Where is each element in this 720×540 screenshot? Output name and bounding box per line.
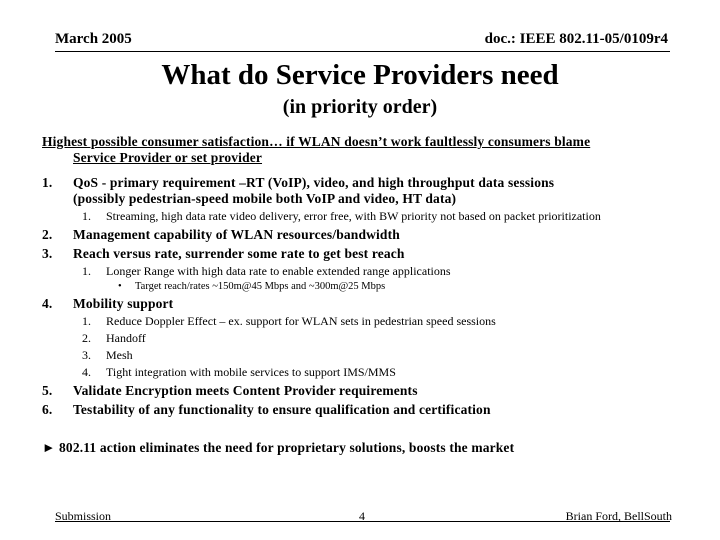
page-number: 4 — [359, 509, 365, 523]
sublist-item-handoff: Handoff — [106, 331, 146, 345]
header-doc-id: doc.: IEEE 802.11-05/0109r4 — [484, 31, 668, 47]
list-item-reach: Reach versus rate, surrender some rate to get best reach — [73, 246, 405, 261]
sublist-number: 4. — [82, 365, 91, 379]
list-number: 1. — [42, 175, 53, 190]
list-number: 3. — [42, 246, 53, 261]
intro-line-1: Highest possible consumer satisfaction… if WLAN doesn’t work faultlessly consumers blame — [42, 134, 591, 149]
conclusion-text: ► 802.11 action eliminates the need for proprietary solutions, boosts the market — [42, 440, 515, 455]
list-item-qos: QoS - primary requirement –RT (VoIP), video, and high throughput data sessions — [73, 175, 555, 190]
intro-line-2: Service Provider or set provider — [73, 150, 263, 165]
sublist-number: 1. — [82, 264, 91, 278]
list-number: 6. — [42, 402, 53, 417]
sub-sub-item-target: Target reach/rates ~150m@45 Mbps and ~300m@25 Mbps — [135, 281, 386, 292]
sublist-number: 2. — [82, 331, 91, 345]
sublist-number: 3. — [82, 348, 91, 362]
list-item-testability: Testability of any functionality to ensure qualification and certification — [73, 402, 491, 417]
list-item-encryption: Validate Encryption meets Content Provider requirements — [73, 383, 418, 398]
bullet-icon: • — [118, 281, 122, 292]
slide-title: What do Service Providers need — [161, 59, 559, 91]
sublist-item-range: Longer Range with high data rate to enable extended range applications — [106, 264, 451, 278]
list-item-mobility: Mobility support — [73, 296, 174, 311]
list-number: 5. — [42, 383, 53, 398]
sublist-number: 1. — [82, 314, 91, 328]
sublist-item-integration: Tight integration with mobile services to support IMS/MMS — [106, 365, 396, 379]
footer-author: Brian Ford, BellSouth — [565, 509, 672, 523]
footer-submission: Submission — [55, 509, 112, 523]
list-number: 4. — [42, 296, 53, 311]
list-item-management: Management capability of WLAN resources/bandwidth — [73, 227, 400, 242]
sublist-item-mesh: Mesh — [106, 348, 133, 362]
sublist-item-streaming: Streaming, high data rate video delivery, error free, with BW priority not based on packet prioritization — [106, 209, 601, 223]
header-rule — [55, 51, 670, 52]
list-item-qos-cont: (possibly pedestrian-speed mobile both VoIP and video, HT data) — [73, 191, 457, 206]
sublist-number: 1. — [82, 209, 91, 223]
slide-subtitle: (in priority order) — [282, 96, 438, 118]
sublist-item-doppler: Reduce Doppler Effect – ex. support for WLAN sets in pedestrian speed sessions — [106, 314, 496, 328]
list-number: 2. — [42, 227, 53, 242]
header-date: March 2005 — [55, 31, 132, 47]
